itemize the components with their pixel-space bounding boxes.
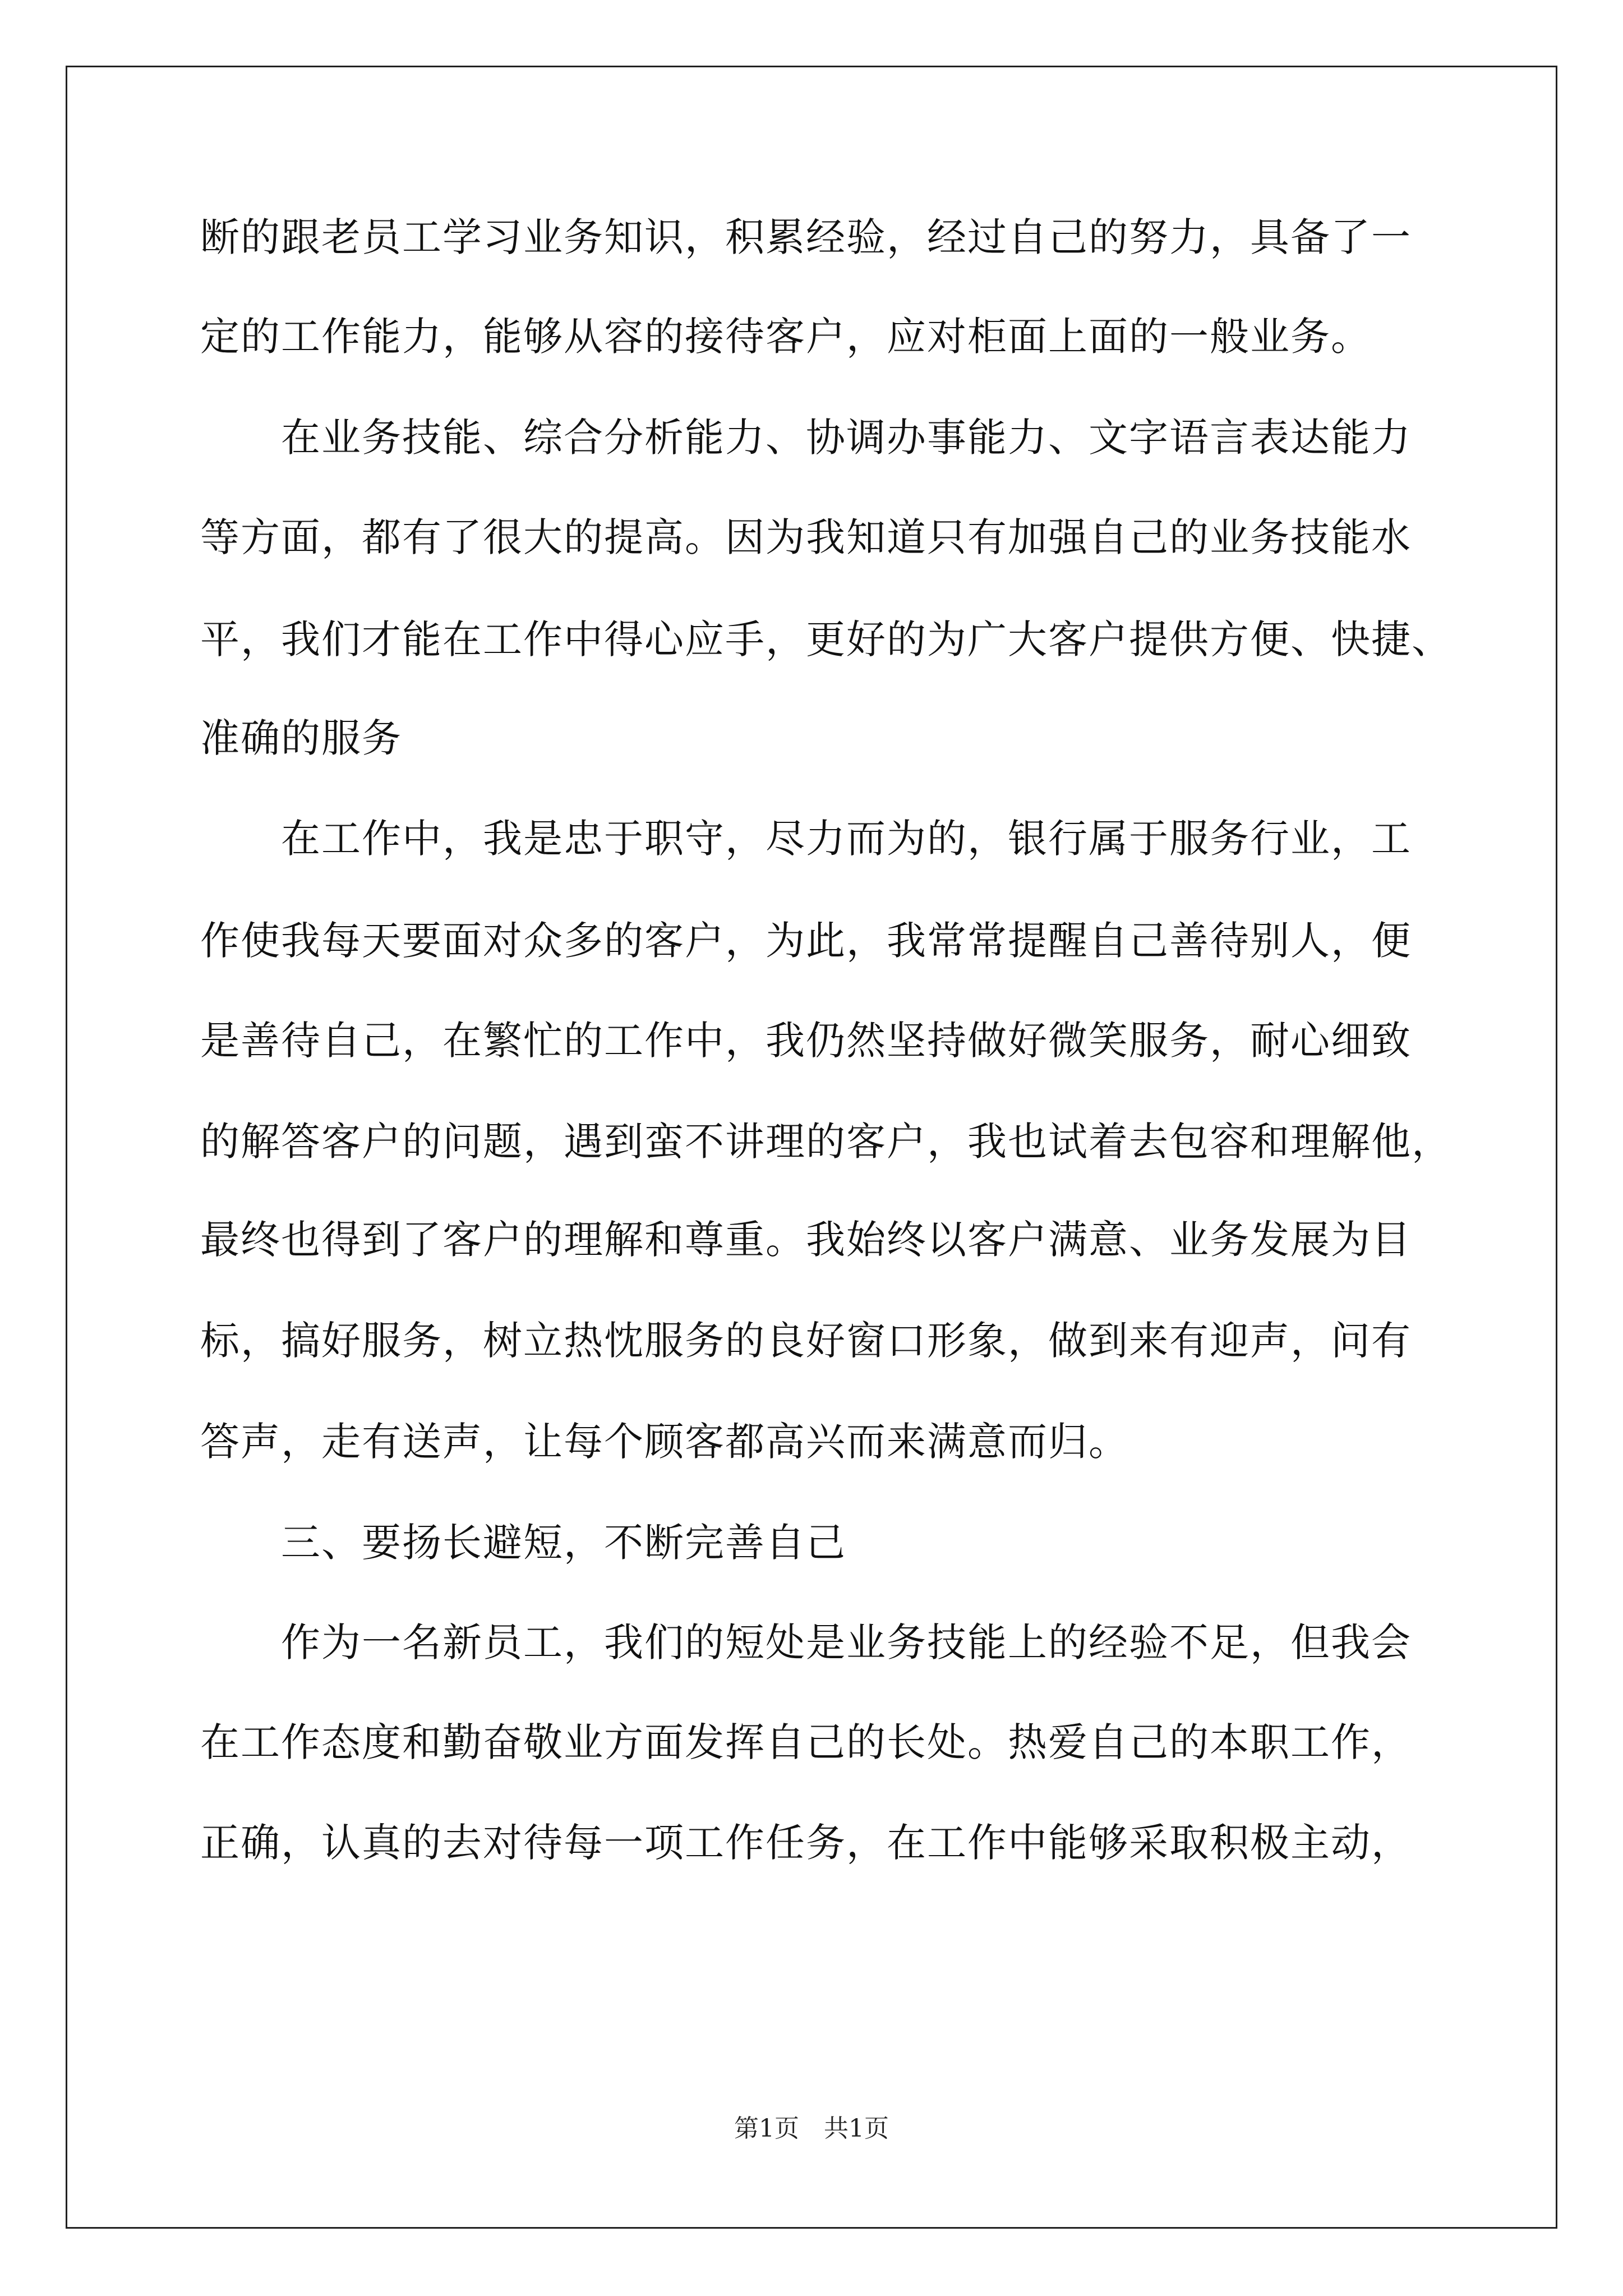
text-line: 最终也得到了客户的理解和尊重。我始终以客户满意、业务发展为目 (200, 1217, 1412, 1263)
text-line: 定的工作能力，能够从容的接待客户，应对柜面上面的一般业务。 (200, 314, 1371, 360)
text-line: 等方面，都有了很大的提高。因为我知道只有加强自己的业务技能水 (200, 514, 1412, 560)
text-line: 在业务技能、综合分析能力、协调办事能力、文字语言表达能力 (281, 415, 1412, 461)
text-line: 作为一名新员工，我们的短处是业务技能上的经验不足，但我会 (281, 1619, 1412, 1665)
text-line: 准确的服务 (200, 715, 402, 761)
text-line: 断的跟老员工学习业务知识，积累经验，经过自己的努力，具备了一 (200, 214, 1412, 260)
text-line: 作使我每天要面对众多的客户，为此，我常常提醒自己善待别人，便 (200, 918, 1412, 964)
text-line: 标，搞好服务，树立热忱服务的良好窗口形象，做到来有迎声，问有 (200, 1318, 1412, 1364)
section-heading: 三、要扬长避短，不断完善自己 (281, 1520, 846, 1566)
text-line: 答声，走有送声，让每个顾客都高兴而来满意而归。 (200, 1419, 1129, 1465)
page-number-footer: 第1页 共1页 (734, 2114, 889, 2143)
text-line: 的解答客户的问题，遇到蛮不讲理的客户，我也试着去包容和理解他， (200, 1119, 1452, 1165)
text-line: 在工作态度和勤奋敬业方面发挥自己的长处。热爱自己的本职工作， (200, 1719, 1412, 1765)
text-line: 平，我们才能在工作中得心应手，更好的为广大客户提供方便、快捷、 (200, 616, 1452, 662)
text-line: 是善待自己，在繁忙的工作中，我仍然坚持做好微笑服务，耐心细致 (200, 1018, 1412, 1064)
text-line: 正确，认真的去对待每一项工作任务，在工作中能够采取积极主动， (200, 1820, 1412, 1866)
text-line: 在工作中，我是忠于职守，尽力而为的，银行属于服务行业，工 (281, 816, 1412, 862)
